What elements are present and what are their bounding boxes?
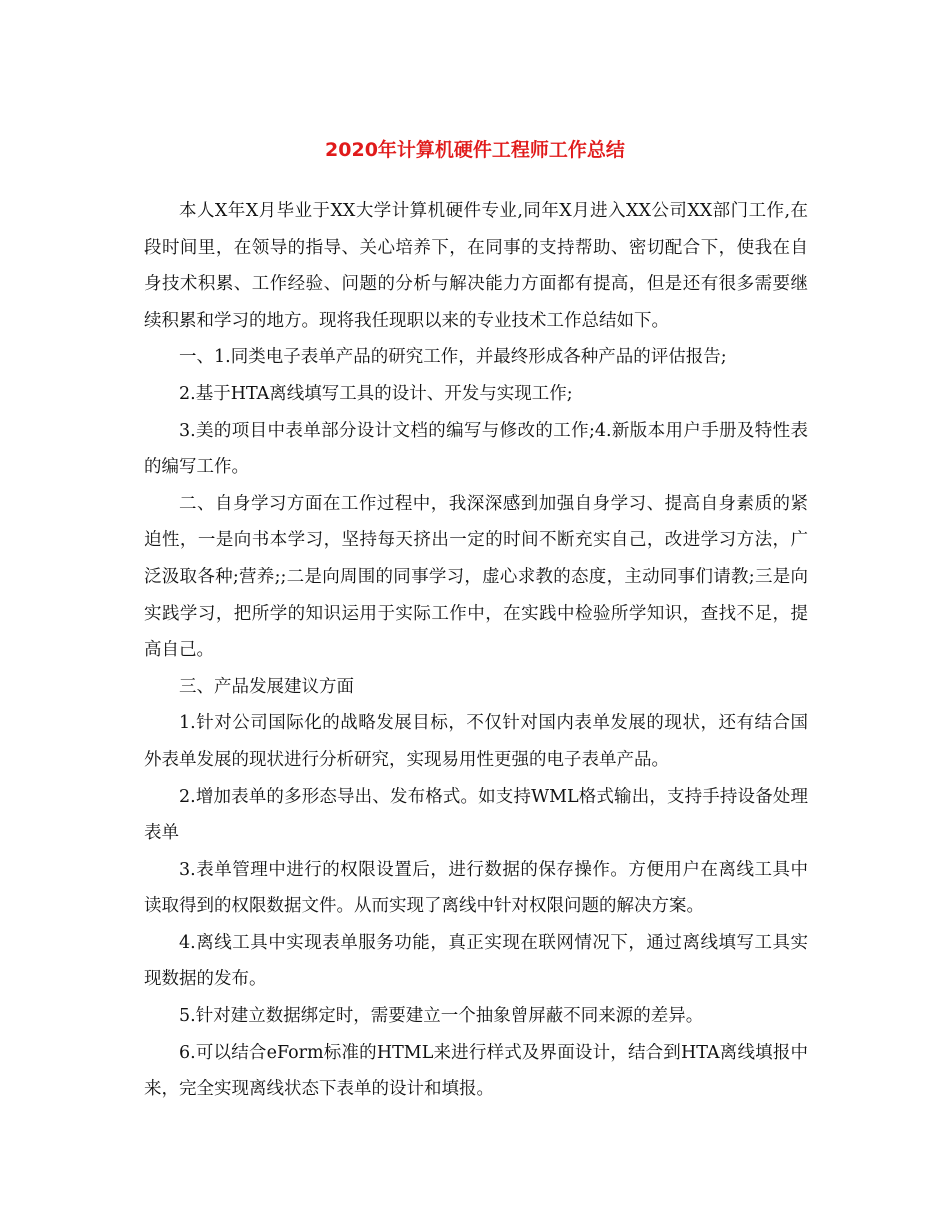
paragraph-suggestion-4: 4.离线工具中实现表单服务功能，真正实现在联网情况下，通过离线填写工具实现数据的发布。 <box>144 932 808 990</box>
paragraph-suggestion-6: 6.可以结合eForm标准的HTML来进行样式及界面设计，结合到HTA离线填报中来，完全实现离线状态下表单的设计和填报。 <box>144 1042 808 1100</box>
paragraph-work-item-1: 一、1.同类电子表单产品的研究工作，并最终形成各种产品的评估报告; <box>179 347 727 368</box>
paragraph-suggestion-1: 1.针对公司国际化的战略发展目标，不仅针对国内表单发展的现状，还有结合国外表单发展的现状进行分析研究，实现易用性更强的电子表单产品。 <box>144 713 808 770</box>
paragraph-self-study: 二、自身学习方面在工作过程中，我深深感到加强自身学习、提高自身素质的紧迫性，一是向书本学习，坚持每天挤出一定的时间不断充实自己，改进学习方法，广泛汲取各种;营养;;二是向周围的同事学习，虚心求教的态度，主动同事们请教;三是向实践学习，把所学的知识运用于实际工作中，在实践中检验所学知识，查找不足，提高自己。 <box>144 493 808 661</box>
paragraph-work-item-3-4: 3.美的项目中表单部分设计文档的编写与修改的工作;4.新版本用户手册及特性表的编写工作。 <box>144 420 808 478</box>
document-body <box>144 193 808 1108</box>
paragraph-suggestion-3: 3.表单管理中进行的权限设置后，进行数据的保存操作。方便用户在离线工具中读取得到的权限数据文件。从而实现了离线中针对权限问题的解决方案。 <box>144 859 808 917</box>
document-title: 2020年计算机硬件工程师工作总结 <box>325 138 625 161</box>
section-heading-product-suggestions: 三、产品发展建议方面 <box>179 676 354 697</box>
paragraph-suggestion-2: 2.增加表单的多形态导出、发布格式。如支持WML格式输出，支持手持设备处理表单 <box>144 786 808 844</box>
paragraph-work-item-2: 2.基于HTA离线填写工具的设计、开发与实现工作; <box>179 383 573 404</box>
paragraph-suggestion-5: 5.针对建立数据绑定时，需要建立一个抽象曾屏蔽不同来源的差异。 <box>179 1006 704 1027</box>
paragraph-intro: 本人X年X月毕业于XX大学计算机硬件专业,同年X月进入XX公司XX部门工作,在段时间里，在领导的指导、关心培养下，在同事的支持帮助、密切配合下，使我在自身技术积累、工作经验、问题的分析与解决能力方面都有提高，但是还有很多需要继续积累和学习的地方。现将我任现职以来的专业技术工作总结如下。 <box>144 201 808 331</box>
